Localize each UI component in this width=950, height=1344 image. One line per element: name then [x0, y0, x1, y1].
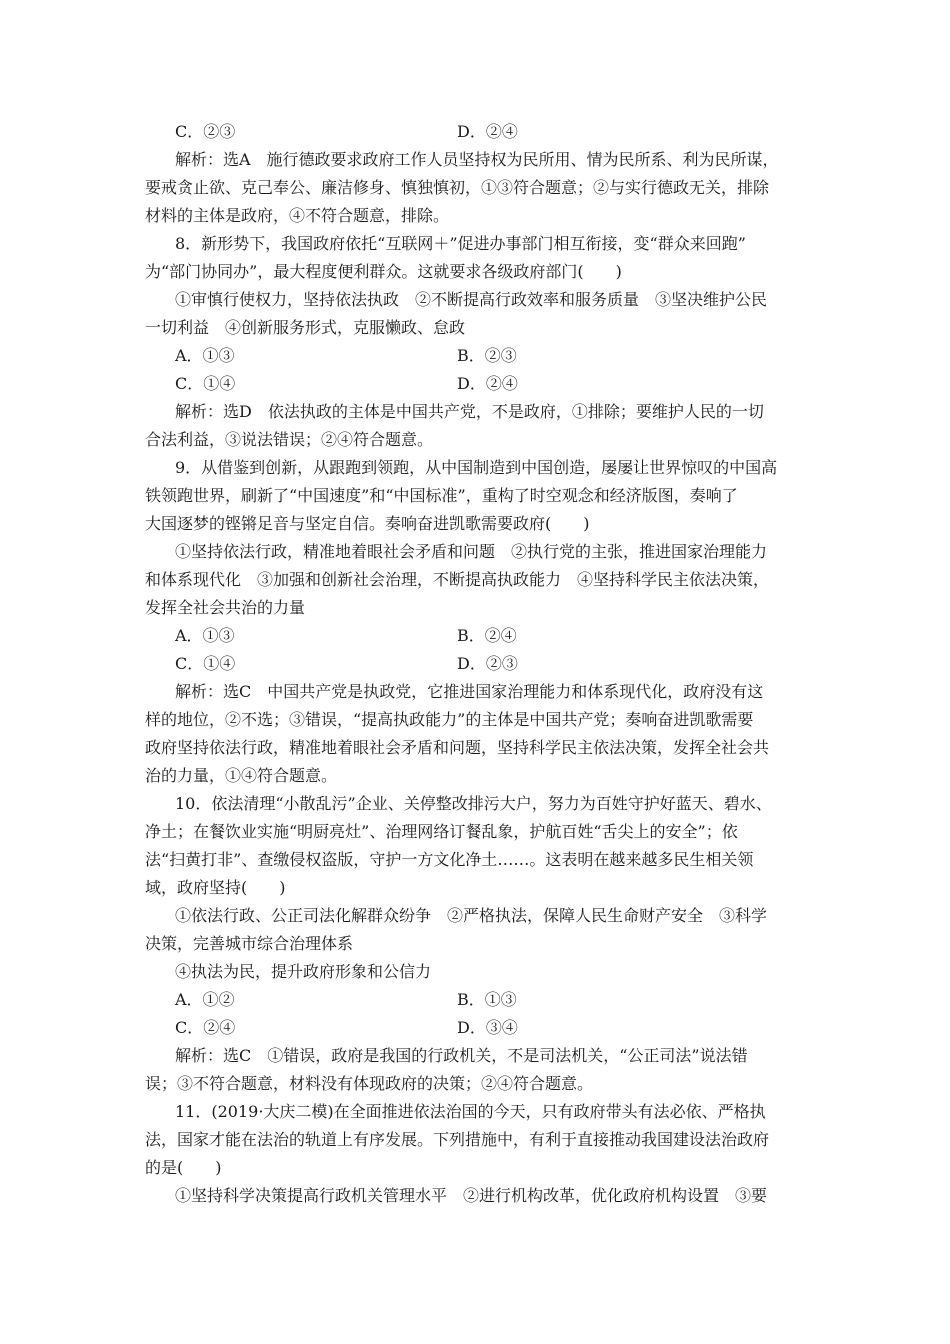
q8-analysis-line: 解析：选D 依法执政的主体是中国共产党，不是政府，①排除；要维护人民的一切 [175, 402, 764, 421]
q8-items-line: ①审慎行使权力，坚持依法执政 ②不断提高行政效率和服务质量 ③坚决维护公民 [175, 290, 768, 309]
q10-items-line: ④执法为民，提升政府形象和公信力 [175, 962, 432, 981]
q10-option-c: C．②④ [175, 1018, 236, 1037]
q9-stem-line: 9．从借鉴到创新，从跟跑到领跑，从中国制造到中国创造，屡屡让世界惊叹的中国高 [175, 458, 778, 477]
q9-analysis-line: 样的地位，②不选；③错误，“提高执政能力”的主体是中国共产党；奏响奋进凯歌需要 [145, 710, 754, 729]
q10-option-d: D．③④ [457, 1018, 518, 1037]
q8-items-line: 一切利益 ④创新服务形式，克服懒政、怠政 [145, 318, 466, 337]
q7-analysis-line: 要戒贪止欲、克己奉公、廉洁修身、慎独慎初，①③符合题意；②与实行德政无关，排除 [145, 178, 770, 197]
q9-items-line: ①坚持依法行政，精准地着眼社会矛盾和问题 ②执行党的主张，推进国家治理能力 [175, 542, 768, 561]
q11-stem-line: 11．(2019·大庆二模)在全面推进依法治国的今天，只有政府带头有法必依、严格执 [175, 1102, 766, 1121]
q8-option-d: D．②④ [457, 374, 518, 393]
q8-option-a: A．①③ [175, 346, 235, 365]
q10-stem-line: 法“扫黄打非”、查缴侵权盗版，守护一方文化净土……。这表明在越来越多民生相关领 [145, 850, 754, 869]
q8-analysis-line: 合法利益，③说法错误；②④符合题意。 [145, 430, 434, 449]
q10-items-line: 决策，完善城市综合治理体系 [145, 934, 354, 953]
q11-items-line: ①坚持科学决策提高行政机关管理水平 ②进行机构改革，优化政府机构设置 ③要 [175, 1186, 768, 1205]
q7-option-d: D．②④ [457, 122, 518, 141]
q7-analysis-line: 解析：选A 施行德政要求政府工作人员坚持权为民所用、情为民所系、利为民所谋， [175, 150, 779, 169]
q9-items-line: 发挥全社会共治的力量 [145, 598, 306, 617]
q10-analysis-line: 误；③不符合题意，材料没有体现政府的决策；②④符合题意。 [145, 1074, 594, 1093]
q8-option-c: C．①④ [175, 374, 236, 393]
q8-stem-line: 8．新形势下，我国政府依托“互联网＋”促进办事部门相互衔接，变“群众来回跑” [175, 234, 746, 253]
q11-stem-line: 的是( ) [145, 1158, 222, 1177]
q9-analysis-line: 政府坚持依法行政，精准地着眼社会矛盾和问题，坚持科学民主依法决策，发挥全社会共 [145, 738, 770, 757]
q9-option-b: B．②④ [457, 626, 517, 645]
q11-stem-line: 法，国家才能在法治的轨道上有序发展。下列措施中，有利于直接推动我国建设法治政府 [145, 1130, 770, 1149]
q10-analysis-line: 解析：选C ①错误，政府是我国的行政机关，不是司法机关，“公正司法”说法错 [175, 1046, 748, 1065]
q9-option-a: A．①③ [175, 626, 235, 645]
q7-analysis-line: 材料的主体是政府，④不符合题意，排除。 [145, 206, 450, 225]
q10-items-line: ①依法行政、公正司法化解群众纷争 ②严格执法，保障人民生命财产安全 ③科学 [175, 906, 768, 925]
q9-analysis-line: 治的力量，①④符合题意。 [145, 766, 338, 785]
q9-stem-line: 大国逐梦的铿锵足音与坚定自信。奏响奋进凯歌需要政府( ) [145, 514, 590, 533]
q10-stem-line: 域，政府坚持( ) [145, 878, 286, 897]
q8-stem-line: 为“部门协同办”，最大程度便利群众。这就要求各级政府部门( ) [145, 262, 622, 281]
q9-option-d: D．②③ [457, 654, 518, 673]
q9-stem-line: 铁领跑世界，刷新了“中国速度”和“中国标准”，重构了时空观念和经济版图，奏响了 [145, 486, 738, 505]
q9-option-c: C．①④ [175, 654, 236, 673]
q10-stem-line: 净土；在餐饮业实施“明厨亮灶”、治理网络订餐乱象，护航百姓“舌尖上的安全”；依 [145, 822, 738, 841]
q9-items-line: 和体系现代化 ③加强和创新社会治理，不断提高执政能力 ④坚持科学民主依法决策， [145, 570, 770, 589]
q9-analysis-line: 解析：选C 中国共产党是执政党，它推进国家治理能力和体系现代化，政府没有这 [175, 682, 764, 701]
q8-option-b: B．②③ [457, 346, 517, 365]
q10-stem-line: 10．依法清理“小散乱污”企业、关停整改排污大户，努力为百姓守护好蓝天、碧水、 [175, 794, 772, 813]
q10-option-b: B．①③ [457, 990, 517, 1009]
q7-option-c: C．②③ [175, 122, 236, 141]
q10-option-a: A．①② [175, 990, 235, 1009]
